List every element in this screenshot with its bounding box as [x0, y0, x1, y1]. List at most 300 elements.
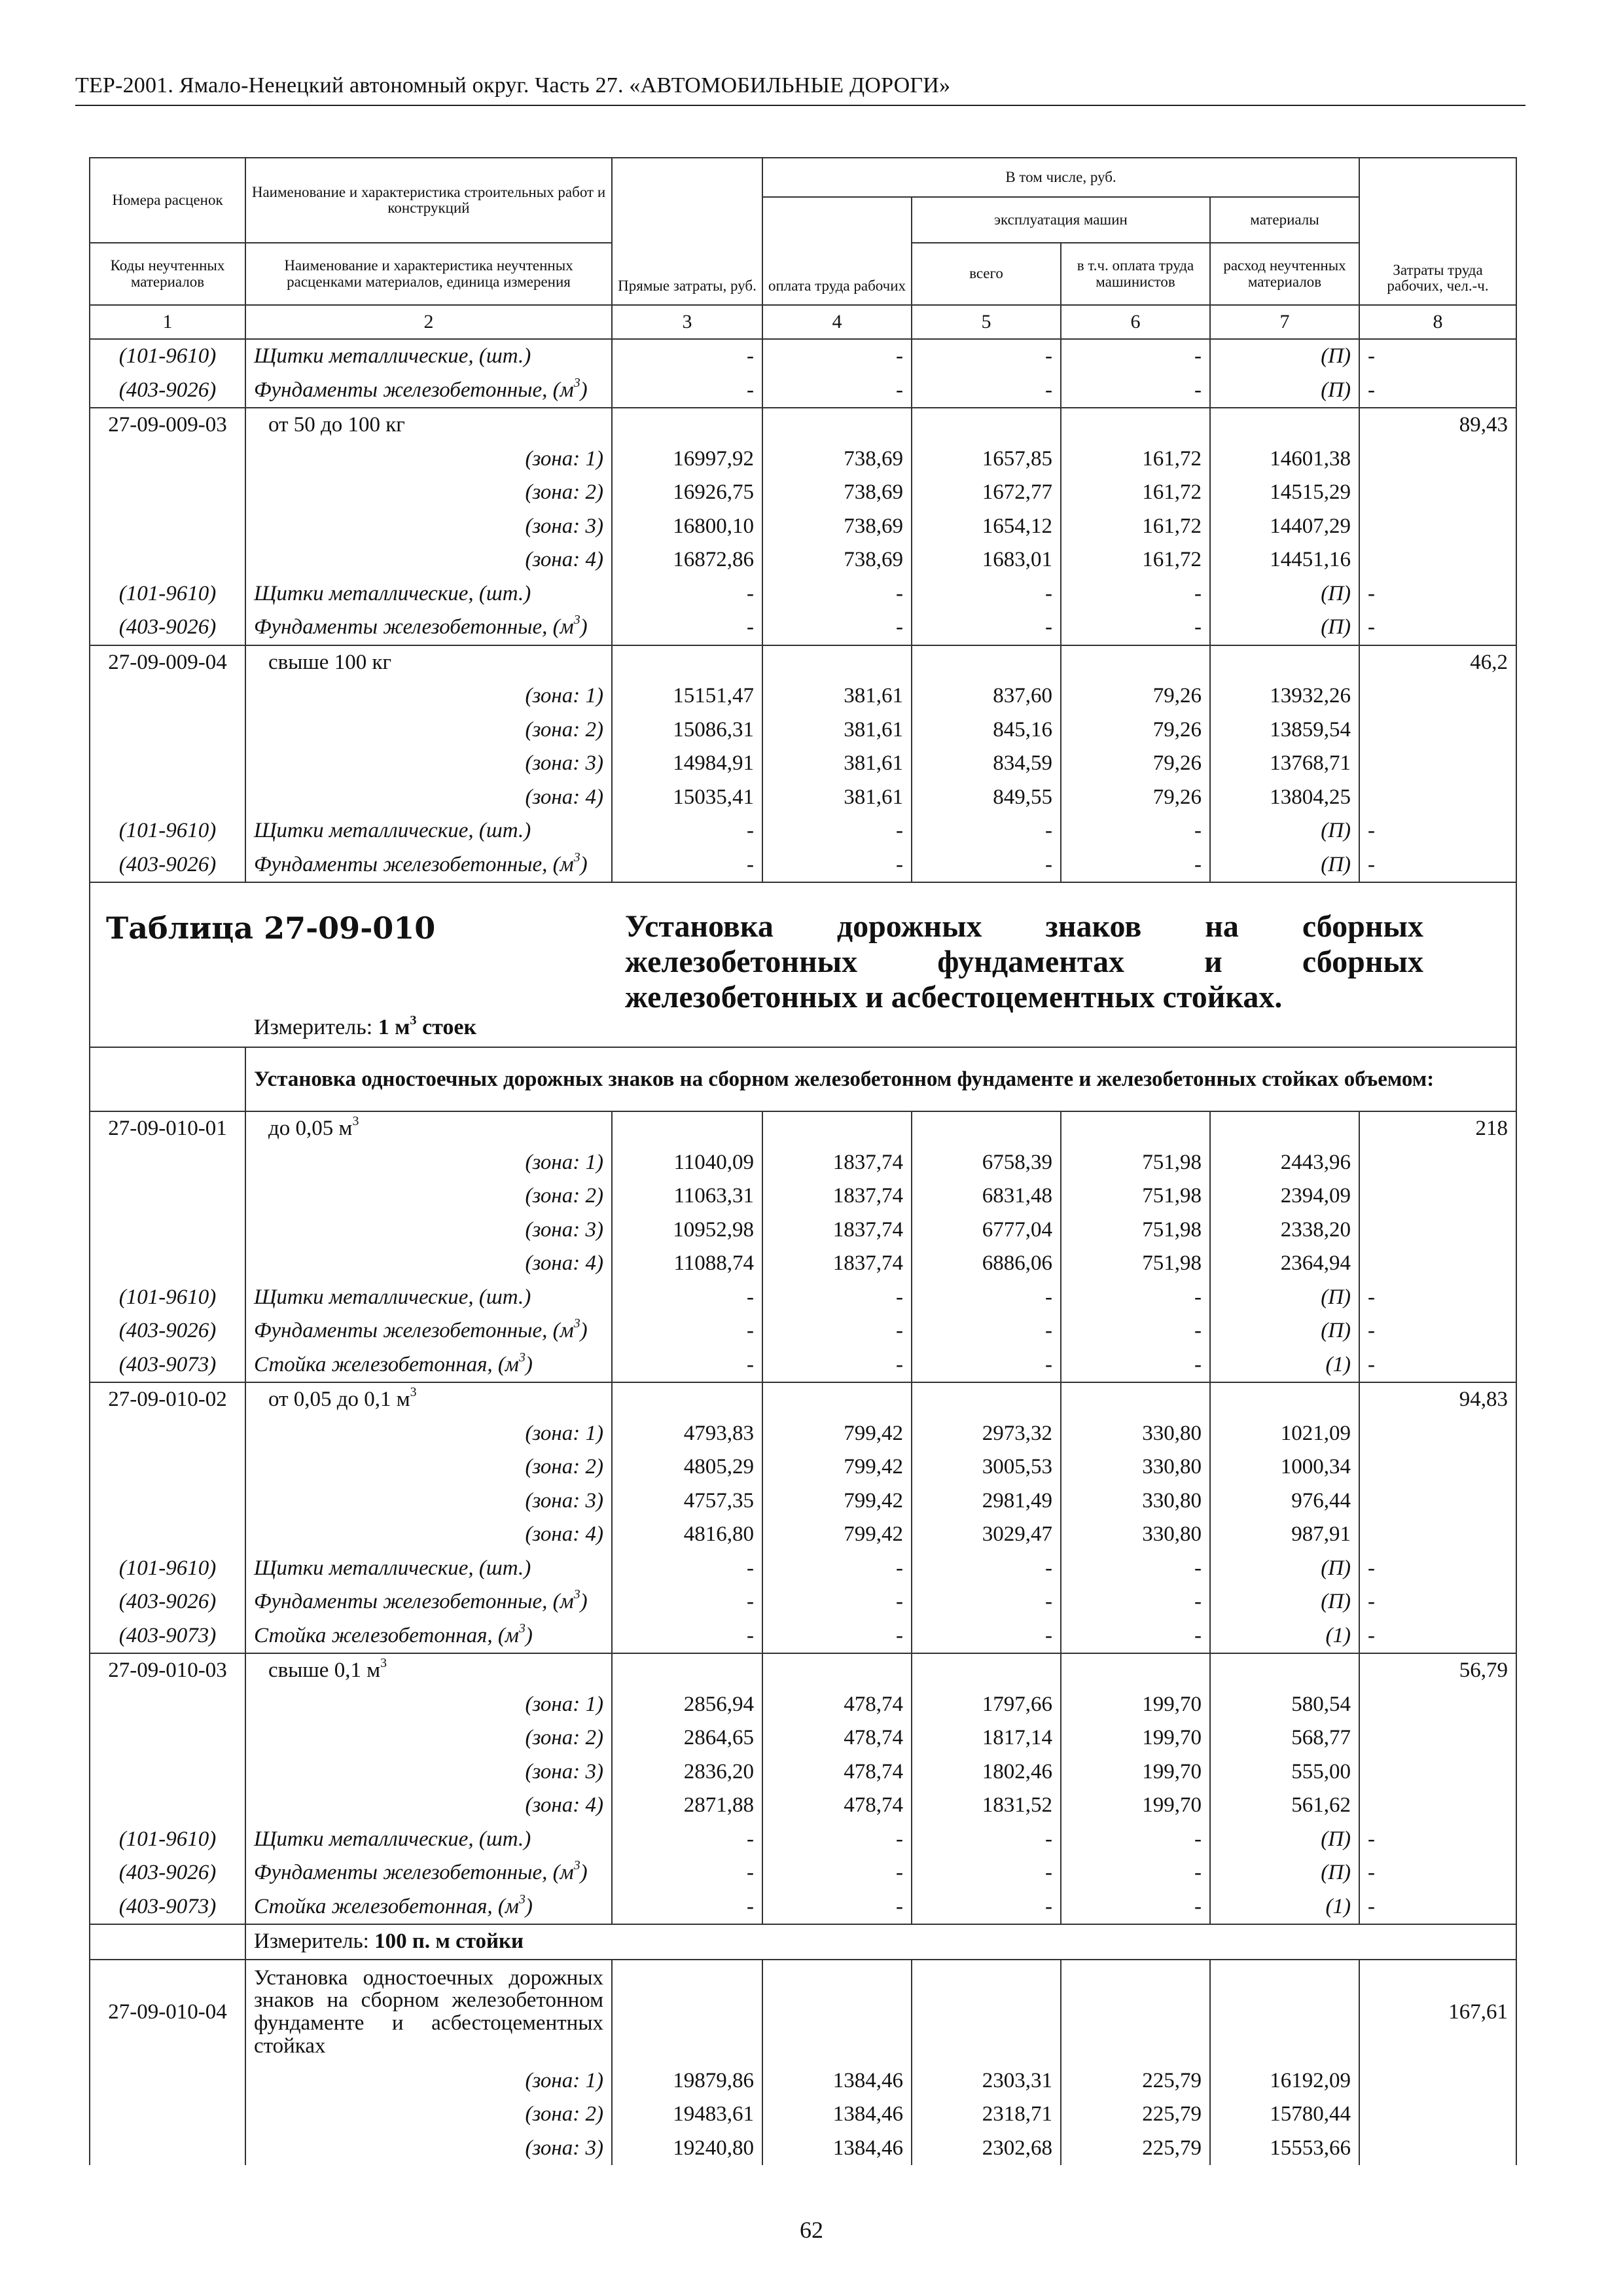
dash-cell: -	[762, 577, 912, 611]
empty-cell	[1359, 476, 1516, 510]
meter	[254, 1013, 477, 1039]
table-row	[90, 408, 1516, 442]
empty-cell	[90, 1213, 245, 1247]
dash-cell: -	[912, 1585, 1061, 1619]
value-cell: 1021,09	[1210, 1417, 1359, 1451]
dash-cell: -	[762, 1890, 912, 1925]
dash-cell: -	[762, 339, 912, 374]
dash-cell: -	[912, 1890, 1061, 1925]
empty-cell	[1210, 1111, 1359, 1146]
header-direct-costs: Прямые затраты, руб.	[612, 158, 762, 305]
empty-cell	[612, 1382, 762, 1417]
material-code: (403-9026)	[90, 1856, 245, 1890]
dash-cell: -	[612, 611, 762, 645]
dash-cell: -	[762, 1856, 912, 1890]
dash-cell: -	[612, 1890, 762, 1925]
header-materials: материалы	[1210, 197, 1359, 243]
empty-cell	[90, 2098, 245, 2132]
empty-cell	[1359, 747, 1516, 781]
rate-code: 27-09-010-01	[90, 1111, 245, 1146]
value-cell: 2871,88	[612, 1789, 762, 1823]
value-cell: 79,26	[1061, 679, 1210, 713]
table-row	[90, 814, 1516, 848]
material-name: Щитки металлические, (шт.)	[245, 1281, 612, 1315]
dash-cell: -	[1061, 1281, 1210, 1315]
empty-cell	[1061, 1382, 1210, 1417]
empty-cell	[1210, 1653, 1359, 1688]
table-description: Установка дорожных знаков на сборных железобетонных фундаментах и сборных железобетонных и асбестоцементных стойках.	[625, 909, 1423, 1014]
text: Фундаменты железобетонные, (м	[254, 378, 574, 402]
value-cell: 16926,75	[612, 476, 762, 510]
empty-cell	[90, 1146, 245, 1180]
empty-cell	[1359, 1146, 1516, 1180]
value-cell: 834,59	[912, 747, 1061, 781]
dash-cell: -	[762, 1348, 912, 1383]
empty-cell	[612, 408, 762, 442]
material-flag: (П)	[1210, 577, 1359, 611]
empty-cell	[612, 1960, 762, 2064]
material-flag: (П)	[1210, 1552, 1359, 1586]
value-cell: 161,72	[1061, 510, 1210, 544]
value-cell: 837,60	[912, 679, 1061, 713]
labor-dash: -	[1359, 1314, 1516, 1348]
superscript: 3	[573, 1587, 580, 1602]
dash-cell: -	[912, 1856, 1061, 1890]
table-row	[90, 442, 1516, 476]
material-name	[245, 374, 612, 408]
value-cell: 14984,91	[612, 747, 762, 781]
empty-cell	[90, 747, 245, 781]
dash-cell: -	[612, 1348, 762, 1383]
text: Фундаменты железобетонные, (м	[254, 1861, 574, 1885]
labor-dash: -	[1359, 577, 1516, 611]
empty-cell	[90, 2132, 245, 2166]
material-name	[245, 1890, 612, 1925]
empty-cell	[1359, 1688, 1516, 1722]
value-cell: 19879,86	[612, 2064, 762, 2098]
table-row	[90, 1213, 1516, 1247]
dash-cell: -	[1061, 1823, 1210, 1857]
material-name	[245, 1619, 612, 1654]
text: Стойка железобетонная, (м	[254, 1352, 519, 1376]
empty-cell	[1210, 1382, 1359, 1417]
dash-cell: -	[912, 1314, 1061, 1348]
value-cell: 2864,65	[612, 1721, 762, 1755]
zone-label: (зона: 1)	[245, 1417, 612, 1451]
table-row	[90, 1281, 1516, 1315]
header-material-codes: Коды неучтенных материалов	[90, 243, 245, 305]
empty-cell	[90, 476, 245, 510]
value-cell: 987,91	[1210, 1518, 1359, 1552]
labor-dash: -	[1359, 1856, 1516, 1890]
value-cell: 10952,98	[612, 1213, 762, 1247]
value-cell: 14451,16	[1210, 543, 1359, 577]
value-cell: 2318,71	[912, 2098, 1061, 2132]
labor-dash: -	[1359, 1552, 1516, 1586]
dash-cell: -	[612, 1856, 762, 1890]
table-title-row	[90, 882, 1516, 1047]
value-cell: 1802,46	[912, 1755, 1061, 1789]
table-row	[90, 2064, 1516, 2098]
dash-cell: -	[1061, 1856, 1210, 1890]
value-cell: 381,61	[762, 679, 912, 713]
value-cell: 225,79	[1061, 2132, 1210, 2166]
rate-name	[245, 1382, 612, 1417]
value-cell: 4793,83	[612, 1417, 762, 1451]
empty-cell	[90, 1789, 245, 1823]
empty-cell	[912, 1653, 1061, 1688]
table-row	[90, 1960, 1516, 2064]
material-flag: (П)	[1210, 339, 1359, 374]
empty-cell	[1061, 645, 1210, 680]
value-cell: 4757,35	[612, 1484, 762, 1518]
col-number: 3	[612, 305, 762, 339]
table-row	[90, 1789, 1516, 1823]
header-labor-costs: Затраты труда рабочих, чел.-ч.	[1359, 158, 1516, 305]
dash-cell: -	[762, 611, 912, 645]
material-name	[245, 1314, 612, 1348]
value-cell: 1384,46	[762, 2064, 912, 2098]
value-cell: 330,80	[1061, 1518, 1210, 1552]
zone-label: (зона: 2)	[245, 476, 612, 510]
material-flag: (П)	[1210, 848, 1359, 883]
header-rule	[75, 105, 1525, 106]
value-cell: 199,70	[1061, 1755, 1210, 1789]
zone-label: (зона: 3)	[245, 1484, 612, 1518]
dash-cell: -	[1061, 848, 1210, 883]
rate-code: 27-09-010-02	[90, 1382, 245, 1417]
dash-cell: -	[912, 1552, 1061, 1586]
value-cell: 13859,54	[1210, 713, 1359, 747]
value-cell: 225,79	[1061, 2064, 1210, 2098]
col-number: 6	[1061, 305, 1210, 339]
text: Стойка железобетонная, (м	[254, 1623, 519, 1647]
value-cell: 79,26	[1061, 781, 1210, 815]
col-number: 7	[1210, 305, 1359, 339]
empty-cell	[90, 1417, 245, 1451]
value-cell: 1672,77	[912, 476, 1061, 510]
empty-cell	[90, 1450, 245, 1484]
value-cell: 16800,10	[612, 510, 762, 544]
table-row	[90, 374, 1516, 408]
zone-label: (зона: 2)	[245, 1721, 612, 1755]
table-row	[90, 1890, 1516, 1925]
table-row	[90, 1755, 1516, 1789]
superscript: 3	[410, 1013, 417, 1028]
value-cell: 1384,46	[762, 2098, 912, 2132]
labor-dash: -	[1359, 1585, 1516, 1619]
empty-cell	[762, 1960, 912, 2064]
superscript: 3	[573, 375, 580, 390]
empty-cell	[1210, 408, 1359, 442]
material-flag: (П)	[1210, 374, 1359, 408]
text: )	[580, 615, 588, 639]
table-row	[90, 2132, 1516, 2166]
dash-cell: -	[1061, 1552, 1210, 1586]
material-code: (403-9026)	[90, 1585, 245, 1619]
value-cell: 799,42	[762, 1450, 912, 1484]
rate-name: свыше 100 кг	[245, 645, 612, 680]
table-row	[90, 1518, 1516, 1552]
table-row	[90, 645, 1516, 680]
empty-cell	[90, 1484, 245, 1518]
value-cell: 1837,74	[762, 1213, 912, 1247]
dash-cell: -	[1061, 1348, 1210, 1383]
dash-cell: -	[1061, 1890, 1210, 1925]
value-cell: 849,55	[912, 781, 1061, 815]
labor-value: 94,83	[1359, 1382, 1516, 1417]
labor-value: 167,61	[1359, 1960, 1516, 2064]
header-work-name: Наименование и характеристика строительных работ и конструкций	[245, 158, 612, 243]
text: Фундаменты железобетонные, (м	[254, 1319, 574, 1343]
material-code: (403-9073)	[90, 1348, 245, 1383]
material-name: Щитки металлические, (шт.)	[245, 339, 612, 374]
zone-label: (зона: 3)	[245, 2132, 612, 2166]
table-row	[90, 747, 1516, 781]
table-row	[90, 1484, 1516, 1518]
superscript: 3	[518, 1621, 526, 1636]
value-cell: 738,69	[762, 543, 912, 577]
value-cell: 381,61	[762, 747, 912, 781]
value-cell: 15780,44	[1210, 2098, 1359, 2132]
labor-dash: -	[1359, 814, 1516, 848]
empty-cell	[90, 1247, 245, 1281]
labor-value: 56,79	[1359, 1653, 1516, 1688]
material-code: (101-9610)	[90, 814, 245, 848]
empty-cell	[1359, 1247, 1516, 1281]
text: Стойка железобетонная, (м	[254, 1894, 519, 1918]
dash-cell: -	[612, 1823, 762, 1857]
empty-cell	[90, 713, 245, 747]
value-cell: 2856,94	[612, 1688, 762, 1722]
empty-cell	[90, 679, 245, 713]
table-row	[90, 679, 1516, 713]
empty-cell	[90, 2064, 245, 2098]
dash-cell: -	[612, 1552, 762, 1586]
col-number: 8	[1359, 305, 1516, 339]
value-cell: 478,74	[762, 1688, 912, 1722]
value-cell: 580,54	[1210, 1688, 1359, 1722]
value-cell: 330,80	[1061, 1484, 1210, 1518]
text: )	[525, 1894, 533, 1918]
material-code: (101-9610)	[90, 1823, 245, 1857]
table-title: Таблица 27-09-010	[106, 910, 436, 946]
value-cell: 161,72	[1061, 476, 1210, 510]
value-cell: 568,77	[1210, 1721, 1359, 1755]
empty-cell	[1359, 1518, 1516, 1552]
value-cell: 478,74	[762, 1755, 912, 1789]
table-row	[90, 1688, 1516, 1722]
empty-cell	[1359, 679, 1516, 713]
zone-label: (зона: 2)	[245, 2098, 612, 2132]
empty-cell	[90, 1179, 245, 1213]
value-cell: 330,80	[1061, 1417, 1210, 1451]
value-cell: 6777,04	[912, 1213, 1061, 1247]
text: от 0,05 до 0,1 м	[268, 1388, 410, 1412]
value-cell: 1683,01	[912, 543, 1061, 577]
table-row	[90, 1314, 1516, 1348]
table-row	[90, 1146, 1516, 1180]
rate-code: 27-09-009-04	[90, 645, 245, 680]
table-row	[90, 1552, 1516, 1586]
dash-cell: -	[612, 339, 762, 374]
zone-label: (зона: 1)	[245, 1146, 612, 1180]
dash-cell: -	[1061, 577, 1210, 611]
rate-code: 27-09-010-03	[90, 1653, 245, 1688]
value-cell: 799,42	[762, 1484, 912, 1518]
value-cell: 2973,32	[912, 1417, 1061, 1451]
material-code: (403-9073)	[90, 1619, 245, 1654]
zone-label: (зона: 1)	[245, 442, 612, 476]
table-row	[90, 339, 1516, 374]
value-cell: 6886,06	[912, 1247, 1061, 1281]
material-code: (101-9610)	[90, 1552, 245, 1586]
empty-cell	[762, 1653, 912, 1688]
labor-dash: -	[1359, 611, 1516, 645]
empty-cell	[612, 1111, 762, 1146]
dash-cell: -	[912, 577, 1061, 611]
value-cell: 561,62	[1210, 1789, 1359, 1823]
zone-label: (зона: 1)	[245, 679, 612, 713]
header-machines: эксплуатация машин	[912, 197, 1210, 243]
value-cell: 799,42	[762, 1518, 912, 1552]
material-code: (101-9610)	[90, 577, 245, 611]
value-cell: 2443,96	[1210, 1146, 1359, 1180]
value-cell: 161,72	[1061, 442, 1210, 476]
empty-cell	[1359, 1179, 1516, 1213]
value-cell: 79,26	[1061, 713, 1210, 747]
rate-code: 27-09-010-04	[90, 1960, 245, 2064]
header-machines-total: всего	[912, 243, 1061, 305]
table-row	[90, 1619, 1516, 1654]
value-cell: 555,00	[1210, 1755, 1359, 1789]
empty-cell	[90, 442, 245, 476]
text: до 0,05 м	[268, 1117, 353, 1141]
value-cell: 478,74	[762, 1789, 912, 1823]
value-cell: 3029,47	[912, 1518, 1061, 1552]
header-including: В том числе, руб.	[762, 158, 1359, 197]
material-name	[245, 848, 612, 883]
value-cell: 13932,26	[1210, 679, 1359, 713]
text: )	[580, 1319, 588, 1343]
table-row	[90, 1247, 1516, 1281]
table-row	[90, 1382, 1516, 1417]
col-number: 2	[245, 305, 612, 339]
dash-cell: -	[912, 374, 1061, 408]
empty-cell	[90, 781, 245, 815]
value-cell: 1797,66	[912, 1688, 1061, 1722]
value-cell: 161,72	[1061, 543, 1210, 577]
empty-cell	[762, 408, 912, 442]
empty-cell	[612, 645, 762, 680]
empty-cell	[90, 1924, 245, 1960]
value-cell: 751,98	[1061, 1179, 1210, 1213]
empty-cell	[912, 1960, 1061, 2064]
value-cell: 738,69	[762, 510, 912, 544]
rate-name	[245, 1653, 612, 1688]
value-cell: 1384,46	[762, 2132, 912, 2166]
zone-label: (зона: 4)	[245, 1247, 612, 1281]
value-cell: 14407,29	[1210, 510, 1359, 544]
value-cell: 2338,20	[1210, 1213, 1359, 1247]
rates-table	[89, 157, 1517, 2165]
dash-cell: -	[912, 848, 1061, 883]
superscript: 3	[518, 1892, 526, 1907]
dash-cell: -	[912, 1823, 1061, 1857]
value-cell: 15086,31	[612, 713, 762, 747]
empty-cell	[912, 408, 1061, 442]
dash-cell: -	[612, 1281, 762, 1315]
dash-cell: -	[1061, 611, 1210, 645]
empty-cell	[1210, 1960, 1359, 2064]
dash-cell: -	[1061, 339, 1210, 374]
zone-label: (зона: 3)	[245, 510, 612, 544]
empty-cell	[1359, 2132, 1516, 2166]
value-cell: 1654,12	[912, 510, 1061, 544]
dash-cell: -	[612, 1619, 762, 1654]
value-cell: 2303,31	[912, 2064, 1061, 2098]
empty-cell	[1359, 2098, 1516, 2132]
dash-cell: -	[762, 374, 912, 408]
col-number: 5	[912, 305, 1061, 339]
dash-cell: -	[762, 1823, 912, 1857]
dash-cell: -	[762, 1552, 912, 1586]
value-cell: 478,74	[762, 1721, 912, 1755]
value-cell: 799,42	[762, 1417, 912, 1451]
labor-value: 89,43	[1359, 408, 1516, 442]
table-row	[90, 1111, 1516, 1146]
material-flag: (1)	[1210, 1890, 1359, 1925]
material-flag: (1)	[1210, 1619, 1359, 1654]
text: Фундаменты железобетонные, (м	[254, 1590, 574, 1614]
value-cell: 19240,80	[612, 2132, 762, 2166]
material-code: (403-9026)	[90, 1314, 245, 1348]
text: )	[580, 852, 588, 876]
text: свыше 0,1 м	[268, 1659, 381, 1683]
text: )	[525, 1352, 533, 1376]
empty-cell	[1359, 442, 1516, 476]
material-code: (403-9026)	[90, 848, 245, 883]
value-cell: 199,70	[1061, 1789, 1210, 1823]
material-flag: (П)	[1210, 611, 1359, 645]
table-row	[90, 1179, 1516, 1213]
value-cell: 6831,48	[912, 1179, 1061, 1213]
value-cell: 199,70	[1061, 1688, 1210, 1722]
value-cell: 16192,09	[1210, 2064, 1359, 2098]
value-cell: 4805,29	[612, 1450, 762, 1484]
superscript: 3	[518, 1350, 526, 1365]
dash-cell: -	[762, 1314, 912, 1348]
dash-cell: -	[1061, 814, 1210, 848]
empty-cell	[762, 1111, 912, 1146]
empty-cell	[90, 510, 245, 544]
table-row	[90, 1450, 1516, 1484]
empty-cell	[90, 543, 245, 577]
material-code: (403-9073)	[90, 1890, 245, 1925]
col-number: 1	[90, 305, 245, 339]
header-machinist-pay: в т.ч. оплата труда машинистов	[1061, 243, 1210, 305]
header-rate-numbers: Номера расценок	[90, 158, 245, 243]
empty-cell	[90, 1721, 245, 1755]
value-cell: 19483,61	[612, 2098, 762, 2132]
value-cell: 2302,68	[912, 2132, 1061, 2166]
zone-label: (зона: 3)	[245, 1755, 612, 1789]
dash-cell: -	[912, 1348, 1061, 1383]
value-cell: 751,98	[1061, 1213, 1210, 1247]
meter-value: 1 м	[378, 1015, 410, 1039]
empty-cell	[1061, 408, 1210, 442]
material-code: (403-9026)	[90, 611, 245, 645]
